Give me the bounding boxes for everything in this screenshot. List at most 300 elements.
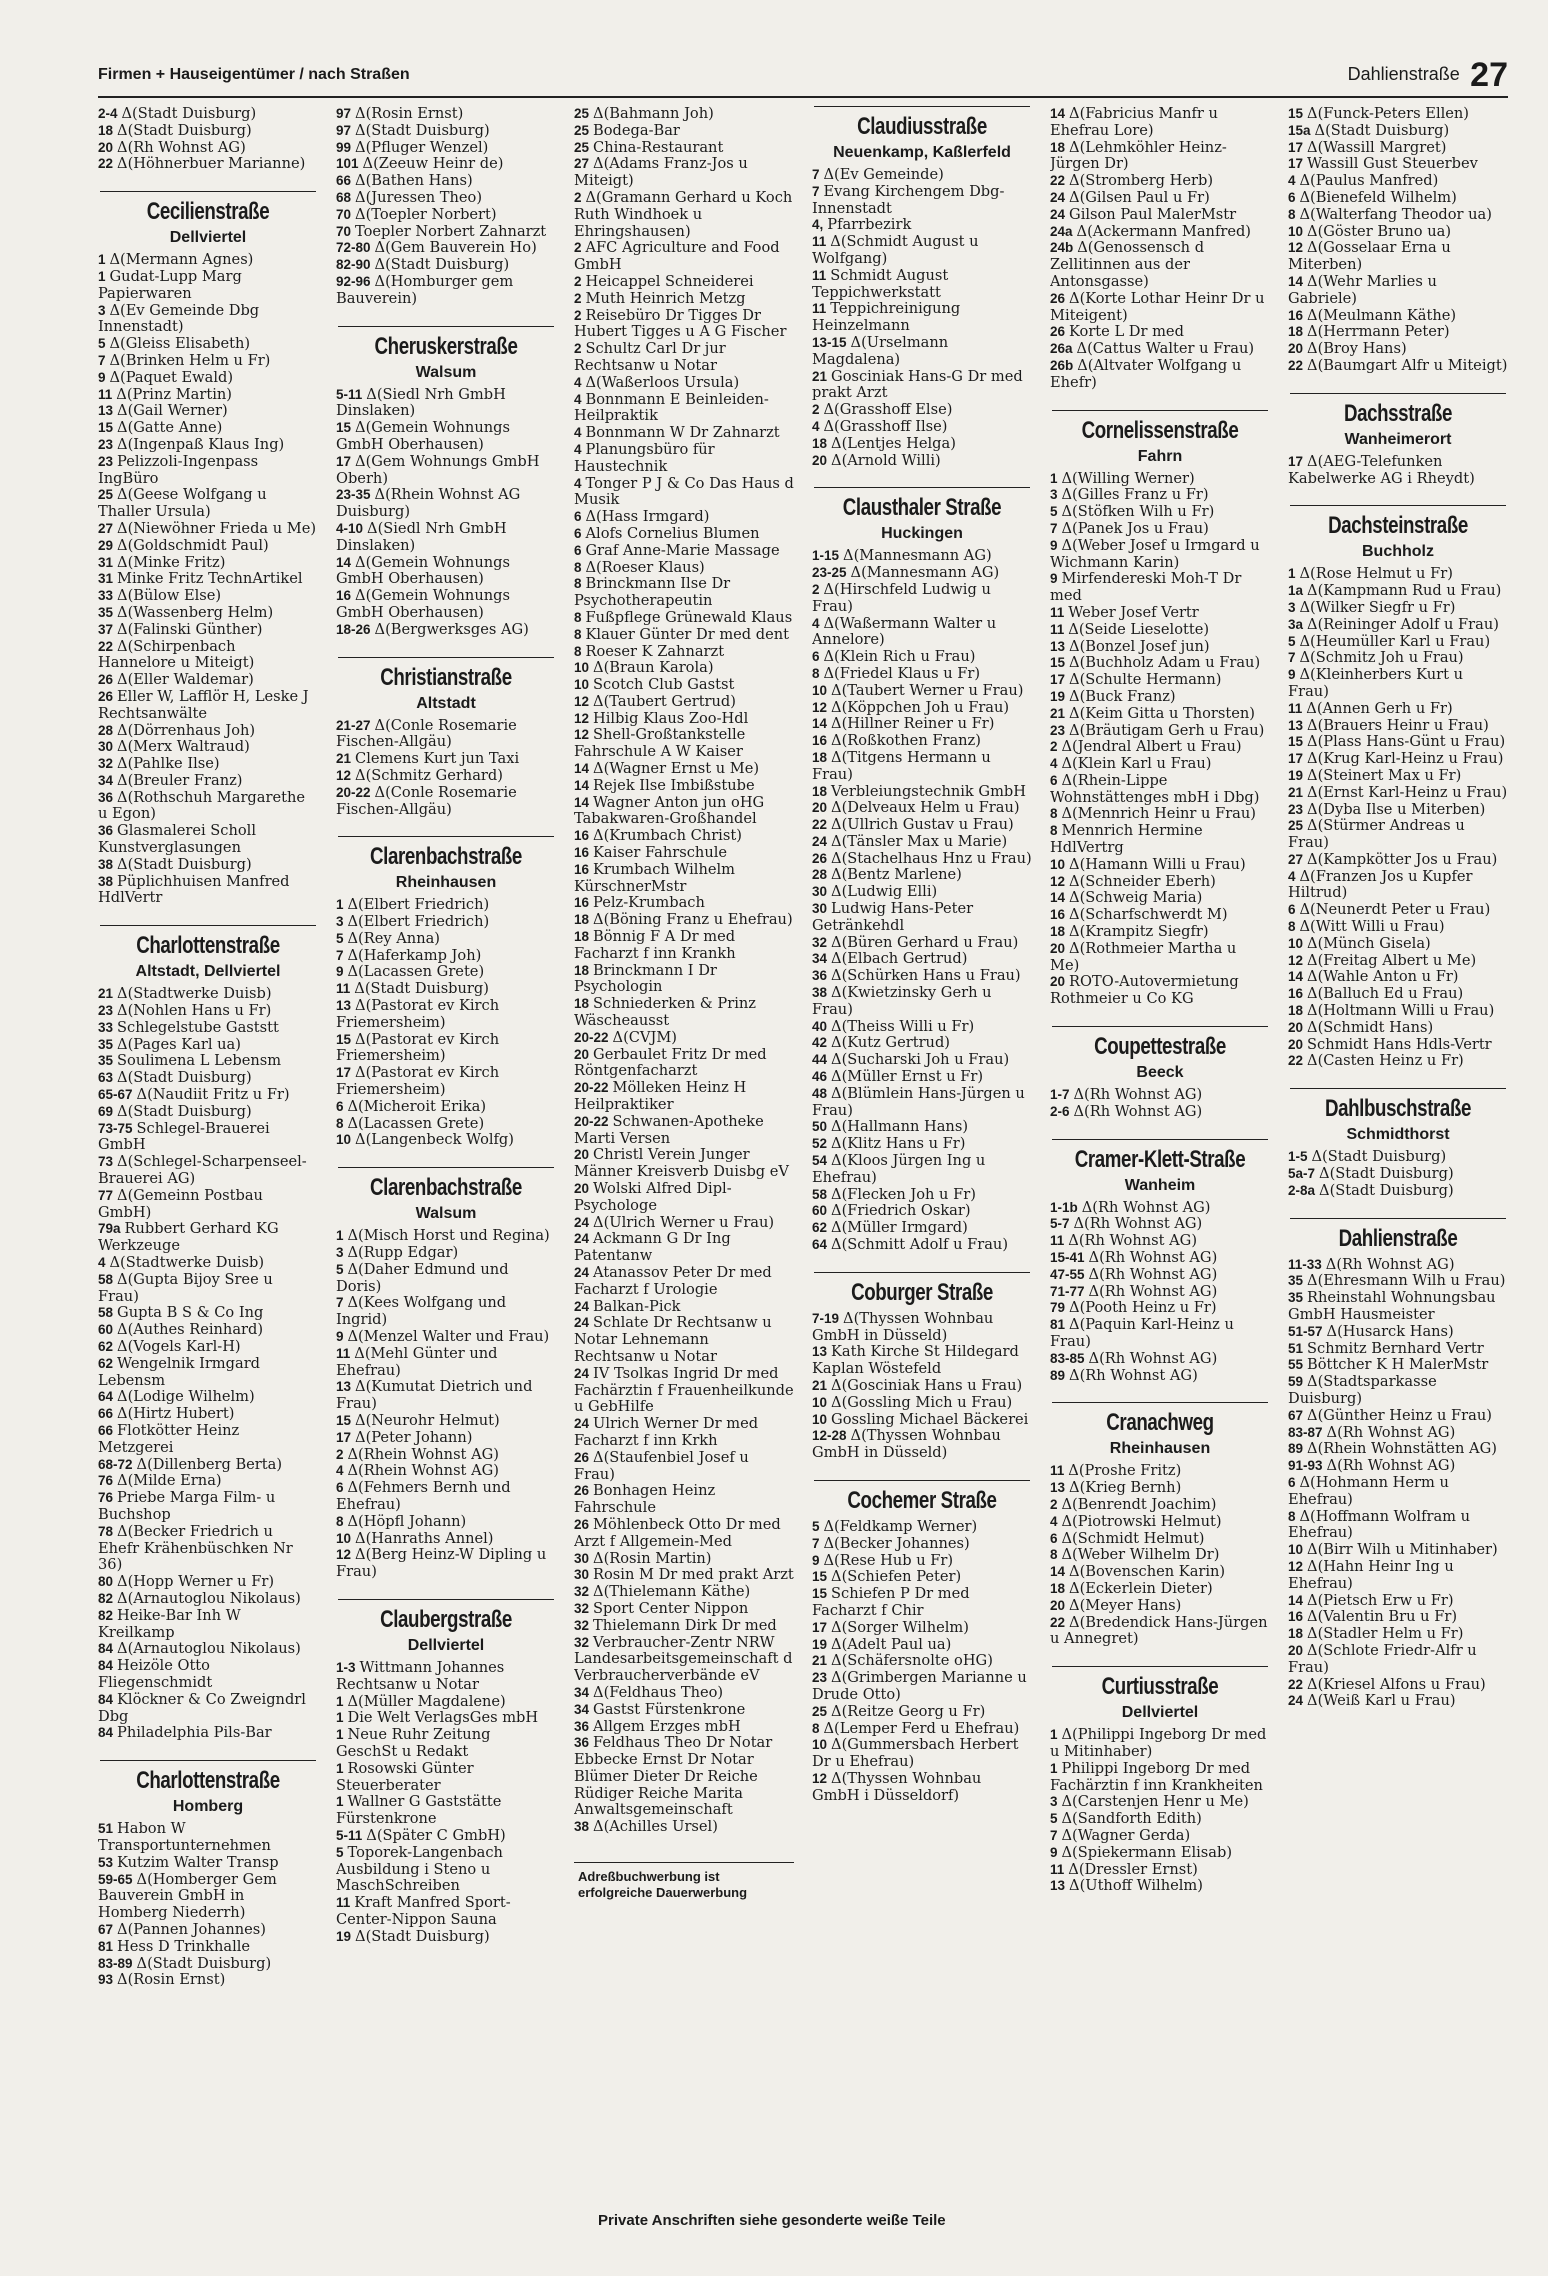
entry-text: Christl Verein Junger Männer Kreisverb Duisbg eV bbox=[574, 1146, 789, 1181]
entry-text: Δ(Walterfang Theodor ua) bbox=[1299, 205, 1492, 223]
directory-entry bbox=[336, 1694, 556, 1711]
directory-entry bbox=[1288, 634, 1508, 651]
house-number: 5 bbox=[336, 1261, 344, 1277]
street-block bbox=[336, 326, 556, 639]
house-number: 2 bbox=[574, 341, 582, 357]
house-number: 51-57 bbox=[1288, 1323, 1323, 1339]
entry-text: Δ(Ernst Karl-Heinz u Frau) bbox=[1307, 783, 1508, 801]
house-number: 18 bbox=[812, 435, 828, 451]
house-number: 20 bbox=[574, 1181, 590, 1196]
entry-text: Δ(Daher Edmund und Doris) bbox=[336, 1260, 509, 1295]
entry-text: Δ(Günther Heinz u Frau) bbox=[1307, 1406, 1492, 1424]
house-number: 14 bbox=[1050, 890, 1066, 906]
house-number: 6 bbox=[812, 649, 820, 665]
directory-entry bbox=[574, 1618, 794, 1635]
district-name: Neuenkamp, Kaßlerfeld bbox=[833, 144, 1011, 161]
house-number: 8 bbox=[1050, 1547, 1058, 1563]
directory-entry bbox=[812, 1771, 1032, 1805]
entry-text: Δ(Waßerloos Ursula) bbox=[585, 373, 740, 391]
directory-entry bbox=[1050, 207, 1270, 224]
house-number: 6 bbox=[574, 509, 582, 525]
house-number: 9 bbox=[812, 1552, 820, 1568]
entry-text: Δ(Falinski Günther) bbox=[117, 620, 263, 638]
entry-text: Δ(Adelt Paul ua) bbox=[831, 1635, 952, 1653]
house-number: 20 bbox=[98, 139, 114, 155]
house-number: 12 bbox=[574, 710, 590, 726]
directory-entry bbox=[812, 582, 1032, 616]
entry-text: Ackmann G Dr Ing Patentanw bbox=[574, 1230, 731, 1265]
entry-text: Δ(Rhein-Lippe Wohnstättenges mbH i Dbg) bbox=[1050, 771, 1260, 806]
entry-text: Schwanen-Apotheke Marti Versen bbox=[574, 1112, 764, 1147]
entry-text: Δ(Wilker Siegfr u Fr) bbox=[1299, 598, 1456, 616]
directory-entry bbox=[1050, 1531, 1270, 1548]
house-number: 14 bbox=[812, 716, 828, 732]
heading-rule bbox=[338, 326, 554, 327]
house-number: 13 bbox=[1288, 717, 1304, 733]
entry-text: Δ(Siedl Nrh GmbH Dinslaken) bbox=[336, 385, 506, 420]
entry-text: Δ(Schlegel-Scharpenseel-Brauerei AG) bbox=[98, 1153, 307, 1188]
house-number: 12-28 bbox=[812, 1428, 847, 1444]
entry-text: Schlegelstube Gaststt bbox=[117, 1018, 279, 1036]
street-block bbox=[812, 487, 1032, 1253]
entry-text: Δ(Hallmann Hans) bbox=[831, 1118, 969, 1136]
house-number: 76 bbox=[98, 1473, 114, 1489]
street-block bbox=[336, 1167, 556, 1581]
house-number: 15 bbox=[1050, 655, 1066, 671]
entry-text: Δ(Ulrich Werner u Frau) bbox=[593, 1213, 775, 1231]
entry-text: Möhlenbeck Otto Dr med Arzt f Allgemein-Med bbox=[574, 1515, 781, 1550]
directory-entry bbox=[98, 1922, 318, 1939]
entry-text: Δ(Mermann Agnes) bbox=[109, 251, 254, 269]
house-number: 5-7 bbox=[1050, 1216, 1070, 1232]
house-number: 3 bbox=[1288, 599, 1296, 615]
directory-entry bbox=[98, 1641, 318, 1658]
directory-entry bbox=[98, 672, 318, 689]
house-number: 5 bbox=[1288, 633, 1296, 649]
house-number: 11-33 bbox=[1288, 1256, 1322, 1272]
street-name: Claubergstraße bbox=[380, 1605, 512, 1633]
entry-text: Δ(Thyssen Wohnbau GmbH i Düsseldorf) bbox=[812, 1769, 982, 1804]
directory-entry bbox=[574, 610, 794, 627]
entry-text: Δ(Elbert Friedrich) bbox=[347, 896, 490, 914]
house-number: 4 bbox=[812, 615, 820, 631]
directory-entry bbox=[98, 303, 318, 337]
directory-entry bbox=[98, 1322, 318, 1339]
entry-text: Δ(Ingenpaß Klaus Ing) bbox=[117, 435, 285, 453]
entry-text: Kutzim Walter Transp bbox=[117, 1853, 279, 1871]
house-number: 18 bbox=[1288, 1626, 1304, 1642]
house-number: 76 bbox=[98, 1490, 114, 1506]
directory-entry bbox=[574, 240, 794, 274]
directory-entry bbox=[1288, 802, 1508, 819]
house-number: 24b bbox=[1050, 240, 1074, 256]
directory-column bbox=[1288, 106, 1508, 2266]
directory-entry bbox=[98, 437, 318, 454]
directory-entry bbox=[336, 1262, 556, 1296]
entry-text: Δ(Arnautoglou Nikolaus) bbox=[117, 1589, 301, 1607]
house-number: 14 bbox=[1050, 1564, 1066, 1580]
directory-entry bbox=[812, 1637, 1032, 1654]
directory-entry bbox=[1050, 1497, 1270, 1514]
entry-text: Δ(Gemein Wohnungs GmbH Oberhausen) bbox=[336, 553, 510, 588]
directory-entry bbox=[1288, 1324, 1508, 1341]
house-number: 11 bbox=[336, 1345, 351, 1361]
entry-text: Δ(Ludwig Elli) bbox=[831, 883, 938, 901]
entry-text: Δ(Sandforth Edith) bbox=[1061, 1810, 1202, 1828]
directory-entry bbox=[98, 106, 318, 123]
house-number: 12 bbox=[1288, 952, 1304, 968]
district-name: Altstadt, Dellviertel bbox=[135, 963, 281, 981]
house-number: 1a bbox=[1288, 583, 1304, 599]
directory-entry bbox=[1050, 1104, 1270, 1121]
house-number: 16 bbox=[1050, 907, 1066, 923]
directory-entry bbox=[574, 1735, 794, 1819]
directory-entry bbox=[812, 1203, 1032, 1220]
entry-text: Δ(Schäfersnolte oHG) bbox=[831, 1652, 993, 1670]
directory-column bbox=[1050, 106, 1270, 2266]
street-block bbox=[1288, 1218, 1508, 1711]
entry-text: Δ(Titgens Hermann u Frau) bbox=[812, 748, 991, 783]
entry-text: Δ(Stadt Duisburg) bbox=[1319, 1181, 1454, 1199]
entry-text: Wassill Gust Steuerbev bbox=[1307, 155, 1478, 173]
house-number: 27 bbox=[574, 156, 590, 172]
heading-rule bbox=[100, 1760, 316, 1761]
entry-text: Δ(Casten Heinz u Fr) bbox=[1307, 1052, 1464, 1070]
house-number: 28 bbox=[812, 867, 828, 883]
directory-entry bbox=[1050, 324, 1270, 341]
entry-text: Δ(Brinken Helm u Fr) bbox=[109, 351, 271, 369]
house-number: 20 bbox=[1050, 974, 1066, 990]
entry-text: Rejek Ilse Imbißstube bbox=[593, 776, 755, 794]
directory-entry bbox=[574, 1719, 794, 1736]
entry-text: Δ(Homberger Gem Bauverein GmbH in Homberg Niederrh) bbox=[98, 1870, 277, 1922]
directory-entry bbox=[574, 291, 794, 308]
entry-text: Δ(Hamann Willi u Frau) bbox=[1069, 855, 1246, 873]
directory-entry bbox=[574, 560, 794, 577]
house-number: 18 bbox=[574, 929, 590, 945]
entry-text: Δ(Lacassen Grete) bbox=[347, 963, 485, 981]
heading-rule bbox=[338, 657, 554, 658]
house-number: 21 bbox=[1288, 784, 1304, 800]
entry-text: Shell-Großtankstelle Fahrschule A W Kaiser bbox=[574, 726, 746, 761]
directory-entry bbox=[1288, 240, 1508, 274]
directory-entry bbox=[98, 1070, 318, 1087]
heading-rule bbox=[1290, 505, 1506, 506]
entry-text: Δ(Lentjes Helga) bbox=[831, 434, 956, 452]
directory-entry bbox=[98, 403, 318, 420]
entry-text: Δ(Arnold Willi) bbox=[831, 451, 941, 469]
directory-entry bbox=[574, 576, 794, 610]
directory-entry bbox=[1050, 706, 1270, 723]
directory-entry bbox=[336, 123, 556, 140]
directory-entry bbox=[574, 156, 794, 190]
house-number: 22 bbox=[812, 817, 828, 833]
house-number: 19 bbox=[1050, 688, 1066, 704]
entry-text: Δ(Urselmann Magdalena) bbox=[812, 333, 949, 368]
directory-entry bbox=[98, 1356, 318, 1390]
entry-text: Δ(Milde Erna) bbox=[117, 1472, 222, 1490]
house-number: 7 bbox=[336, 1295, 344, 1311]
directory-entry bbox=[98, 521, 318, 538]
street-name: Clarenbachstraße bbox=[370, 843, 522, 871]
directory-entry bbox=[1050, 723, 1270, 740]
house-number: 13 bbox=[1050, 1878, 1066, 1894]
entry-text: Δ(Rhein Wohnst AG) bbox=[347, 1462, 499, 1480]
directory-entry bbox=[574, 375, 794, 392]
house-number: 2 bbox=[812, 402, 820, 418]
house-number: 30 bbox=[574, 1550, 590, 1566]
house-number: 27 bbox=[98, 520, 114, 536]
entry-text: Δ(Gilsen Paul u Fr) bbox=[1069, 188, 1210, 206]
entry-text: Δ(Keim Gitta u Thorsten) bbox=[1069, 704, 1255, 722]
house-number: 35 bbox=[1288, 1273, 1304, 1289]
house-number: 17 bbox=[336, 453, 352, 469]
house-number: 25 bbox=[98, 487, 114, 503]
house-number: 10 bbox=[336, 1132, 352, 1148]
entry-text: Kraft Manfred Sport-Center-Nippon Sauna bbox=[336, 1894, 511, 1928]
house-number: 2-8a bbox=[1288, 1182, 1316, 1198]
directory-entry bbox=[336, 1116, 556, 1133]
house-number: 89 bbox=[1050, 1367, 1066, 1383]
street-heading bbox=[812, 106, 1032, 163]
directory-entry bbox=[1288, 1374, 1508, 1408]
directory-entry bbox=[98, 639, 318, 673]
directory-entry bbox=[1288, 1166, 1508, 1183]
entry-text: Pfarrbezirk bbox=[827, 216, 912, 234]
directory-entry bbox=[1288, 785, 1508, 802]
directory-entry bbox=[1050, 655, 1270, 672]
directory-entry bbox=[1050, 1727, 1270, 1761]
street-heading bbox=[812, 1272, 1032, 1307]
directory-entry bbox=[1050, 907, 1270, 924]
house-number: 12 bbox=[336, 767, 352, 783]
entry-text: Δ(Neurohr Helmut) bbox=[355, 1412, 500, 1430]
directory-entry bbox=[98, 336, 318, 353]
directory-entry bbox=[336, 948, 556, 965]
house-number: 9 bbox=[1288, 667, 1296, 683]
directory-entry bbox=[1050, 639, 1270, 656]
house-number: 89 bbox=[1288, 1441, 1304, 1457]
house-number: 23 bbox=[98, 1003, 114, 1019]
entry-text: Δ(Pooth Heinz u Fr) bbox=[1069, 1299, 1217, 1317]
entry-text: Priebe Marga Film- u Buchshop bbox=[98, 1489, 276, 1523]
house-number: 12 bbox=[1288, 240, 1304, 256]
street-heading bbox=[336, 1167, 556, 1224]
street-heading bbox=[1050, 1402, 1270, 1459]
directory-entry bbox=[1288, 1149, 1508, 1166]
directory-entry bbox=[812, 1237, 1032, 1254]
directory-entry bbox=[98, 1524, 318, 1574]
house-number: 16 bbox=[574, 861, 590, 877]
street-heading bbox=[1288, 1218, 1508, 1253]
house-number: 24 bbox=[574, 1264, 590, 1280]
directory-entry bbox=[336, 555, 556, 589]
house-number: 6 bbox=[336, 1098, 344, 1114]
directory-entry bbox=[1288, 1458, 1508, 1475]
directory-entry bbox=[1288, 869, 1508, 903]
house-number: 2 bbox=[1050, 739, 1058, 755]
house-number: 20 bbox=[1288, 1036, 1304, 1052]
entry-text: Δ(Gupta Bijoy Sree u Frau) bbox=[98, 1270, 273, 1305]
house-number: 66 bbox=[336, 173, 352, 189]
entry-text: Δ(Gatte Anne) bbox=[117, 419, 223, 437]
house-number: 59 bbox=[1288, 1374, 1304, 1390]
directory-entry bbox=[812, 1653, 1032, 1670]
entry-text: Δ(Müller Irmgard) bbox=[831, 1219, 968, 1237]
advertising-note: Adreßbuchwerbung ist erfolgreiche Dauerwerbung bbox=[574, 1862, 794, 1907]
house-number: 14 bbox=[336, 554, 352, 570]
heading-rule bbox=[814, 487, 1030, 488]
house-number: 12 bbox=[574, 693, 590, 709]
house-number: 5-11 bbox=[336, 386, 363, 402]
house-number: 20-22 bbox=[336, 784, 371, 800]
house-number: 3 bbox=[1050, 1794, 1058, 1810]
entry-text: Δ(Valentin Bru u Fr) bbox=[1307, 1608, 1458, 1626]
directory-entry bbox=[812, 1019, 1032, 1036]
entry-text: Δ(Becker Friedrich u Ehefr Krähenbüschken Nr 36) bbox=[98, 1522, 293, 1574]
house-number: 8 bbox=[574, 576, 582, 592]
directory-entry bbox=[1288, 1053, 1508, 1070]
directory-entry bbox=[812, 335, 1032, 369]
directory-entry bbox=[98, 1956, 318, 1973]
house-number: 69 bbox=[98, 1103, 114, 1119]
directory-entry bbox=[1288, 936, 1508, 953]
house-number: 84 bbox=[98, 1641, 114, 1657]
entry-text: Δ(Krumbach Christ) bbox=[593, 827, 742, 845]
directory-entry bbox=[812, 184, 1032, 218]
entry-text: Δ(Gemein Wohnungs GmbH Oberhausen) bbox=[336, 587, 510, 621]
directory-entry bbox=[98, 252, 318, 269]
entry-text: Δ(Stadtsparkasse Duisburg) bbox=[1288, 1373, 1437, 1408]
house-number: 26 bbox=[574, 1483, 590, 1499]
entry-text: Δ(Haferkamp Joh) bbox=[347, 946, 482, 964]
house-number: 1 bbox=[336, 897, 344, 913]
directory-entry bbox=[98, 823, 318, 857]
entry-text: Δ(Pastorat ev Kirch Friemersheim) bbox=[336, 997, 500, 1031]
house-number: 13 bbox=[1050, 638, 1066, 654]
house-number: 9 bbox=[1050, 571, 1058, 587]
directory-entry bbox=[98, 269, 318, 303]
entry-text: Δ(Rh Wohnst AG) bbox=[1326, 1457, 1456, 1475]
house-number: 82-90 bbox=[336, 257, 371, 273]
directory-entry bbox=[336, 964, 556, 981]
directory-entry bbox=[98, 1591, 318, 1608]
directory-entry bbox=[1050, 358, 1270, 392]
directory-entry bbox=[574, 476, 794, 510]
house-number: 11 bbox=[1050, 1233, 1065, 1249]
street-heading bbox=[1050, 1139, 1270, 1196]
entry-text: Δ(Ev Gemeinde Dbg Innenstadt) bbox=[98, 301, 260, 336]
street-heading bbox=[336, 1599, 556, 1656]
house-number: 2 bbox=[336, 1446, 344, 1462]
entry-text: Δ(Rh Wohnst AG) bbox=[1073, 1086, 1203, 1104]
directory-entry bbox=[98, 1821, 318, 1855]
house-number: 25 bbox=[574, 122, 590, 138]
entry-text: Δ(Böning Franz u Ehefrau) bbox=[593, 911, 793, 929]
street-block bbox=[812, 1272, 1032, 1462]
house-number: 32 bbox=[574, 1617, 590, 1633]
house-number: 1-3 bbox=[336, 1659, 356, 1675]
directory-entry bbox=[1050, 1514, 1270, 1531]
directory-entry bbox=[574, 694, 794, 711]
entry-text: Δ(Elbach Gertrud) bbox=[831, 950, 968, 968]
street-block bbox=[98, 191, 318, 907]
entry-text: Δ(Waßermann Walter u Annelore) bbox=[812, 614, 997, 649]
entry-text: Δ(Wassenberg Helm) bbox=[117, 603, 274, 621]
directory-entry bbox=[574, 140, 794, 157]
directory-entry bbox=[1288, 566, 1508, 583]
house-number: 4 bbox=[1288, 868, 1296, 884]
entry-text: Δ(Micheroit Erika) bbox=[347, 1097, 487, 1115]
directory-entry bbox=[574, 1047, 794, 1081]
entry-text: Δ(Klein Rich u Frau) bbox=[823, 648, 976, 666]
entry-text: Schlegel-Brauerei GmbH bbox=[98, 1119, 270, 1154]
entry-text: Δ(Braun Karola) bbox=[593, 659, 714, 677]
entry-text: Δ(Misch Horst und Regina) bbox=[347, 1227, 550, 1245]
house-number: 8 bbox=[1050, 823, 1058, 839]
house-number: 22 bbox=[1288, 357, 1304, 373]
entry-text: Δ(Kleinherbers Kurt u Frau) bbox=[1288, 666, 1463, 700]
entry-text: Δ(Blümlein Hans-Jürgen u Frau) bbox=[812, 1084, 1025, 1119]
entry-text: Δ(Pietsch Erw u Fr) bbox=[1307, 1591, 1454, 1609]
house-number: 12 bbox=[1288, 1558, 1304, 1574]
directory-entry bbox=[98, 1188, 318, 1222]
directory-entry bbox=[98, 622, 318, 639]
entry-text: Δ(Bentz Marlene) bbox=[831, 866, 962, 884]
entry-text: Pelizzoli-Ingenpass IngBüro bbox=[98, 452, 259, 487]
entry-text: Δ(Pastorat ev Kirch Friemersheim) bbox=[336, 1030, 500, 1065]
street-heading bbox=[812, 487, 1032, 544]
entry-text: Δ(Gilles Franz u Fr) bbox=[1061, 486, 1209, 504]
entry-text: Δ(Schirpenbach Hannelore u Miteigt) bbox=[98, 637, 255, 672]
street-name: Cramer-Klett-Straße bbox=[1074, 1145, 1246, 1173]
directory-entry bbox=[1050, 605, 1270, 622]
entry-text: Δ(Stürmer Andreas u Frau) bbox=[1288, 817, 1465, 852]
directory-entry bbox=[336, 1413, 556, 1430]
entry-text: Δ(Uthoff Wilhelm) bbox=[1069, 1877, 1203, 1895]
directory-entry bbox=[1288, 953, 1508, 970]
entry-text: Glasmalerei Scholl Kunstverglasungen bbox=[98, 822, 256, 857]
house-number: 80 bbox=[98, 1574, 114, 1590]
directory-entry bbox=[336, 1845, 556, 1895]
directory-entry bbox=[98, 1389, 318, 1406]
house-number: 4 bbox=[1050, 756, 1058, 772]
directory-entry bbox=[98, 986, 318, 1003]
entry-text: Brinckmann I Dr Psychologin bbox=[574, 961, 717, 996]
directory-entry bbox=[812, 1344, 1032, 1378]
entry-text: Δ(Philippi Ingeborg Dr med u Mitinhaber) bbox=[1050, 1726, 1267, 1760]
entry-text: Schultz Carl Dr jur Rechtsanw u Notar bbox=[574, 340, 726, 374]
entry-text: Δ(Kampkötter Jos u Frau) bbox=[1307, 850, 1498, 868]
house-number: 10 bbox=[1050, 856, 1066, 872]
house-number: 5 bbox=[336, 1844, 344, 1860]
entry-text: Δ(Lemper Ferd u Ehefrau) bbox=[823, 1719, 1020, 1737]
entry-text: Δ(Stadt Duisburg) bbox=[121, 106, 257, 122]
header-right bbox=[1348, 56, 1508, 95]
house-number: 4 bbox=[336, 1463, 344, 1479]
house-number: 21 bbox=[336, 751, 352, 767]
house-number: 18 bbox=[1288, 324, 1304, 340]
directory-entry bbox=[98, 874, 318, 908]
house-number: 8 bbox=[336, 1513, 344, 1529]
house-number: 14 bbox=[574, 794, 590, 810]
directory-entry bbox=[812, 800, 1032, 817]
directory-entry bbox=[1288, 190, 1508, 207]
street-name: Charlottenstraße bbox=[136, 1767, 280, 1795]
house-number: 84 bbox=[98, 1725, 114, 1741]
house-number: 18 bbox=[1288, 1003, 1304, 1019]
entry-text: Δ(Nohlen Hans u Fr) bbox=[117, 1002, 272, 1020]
